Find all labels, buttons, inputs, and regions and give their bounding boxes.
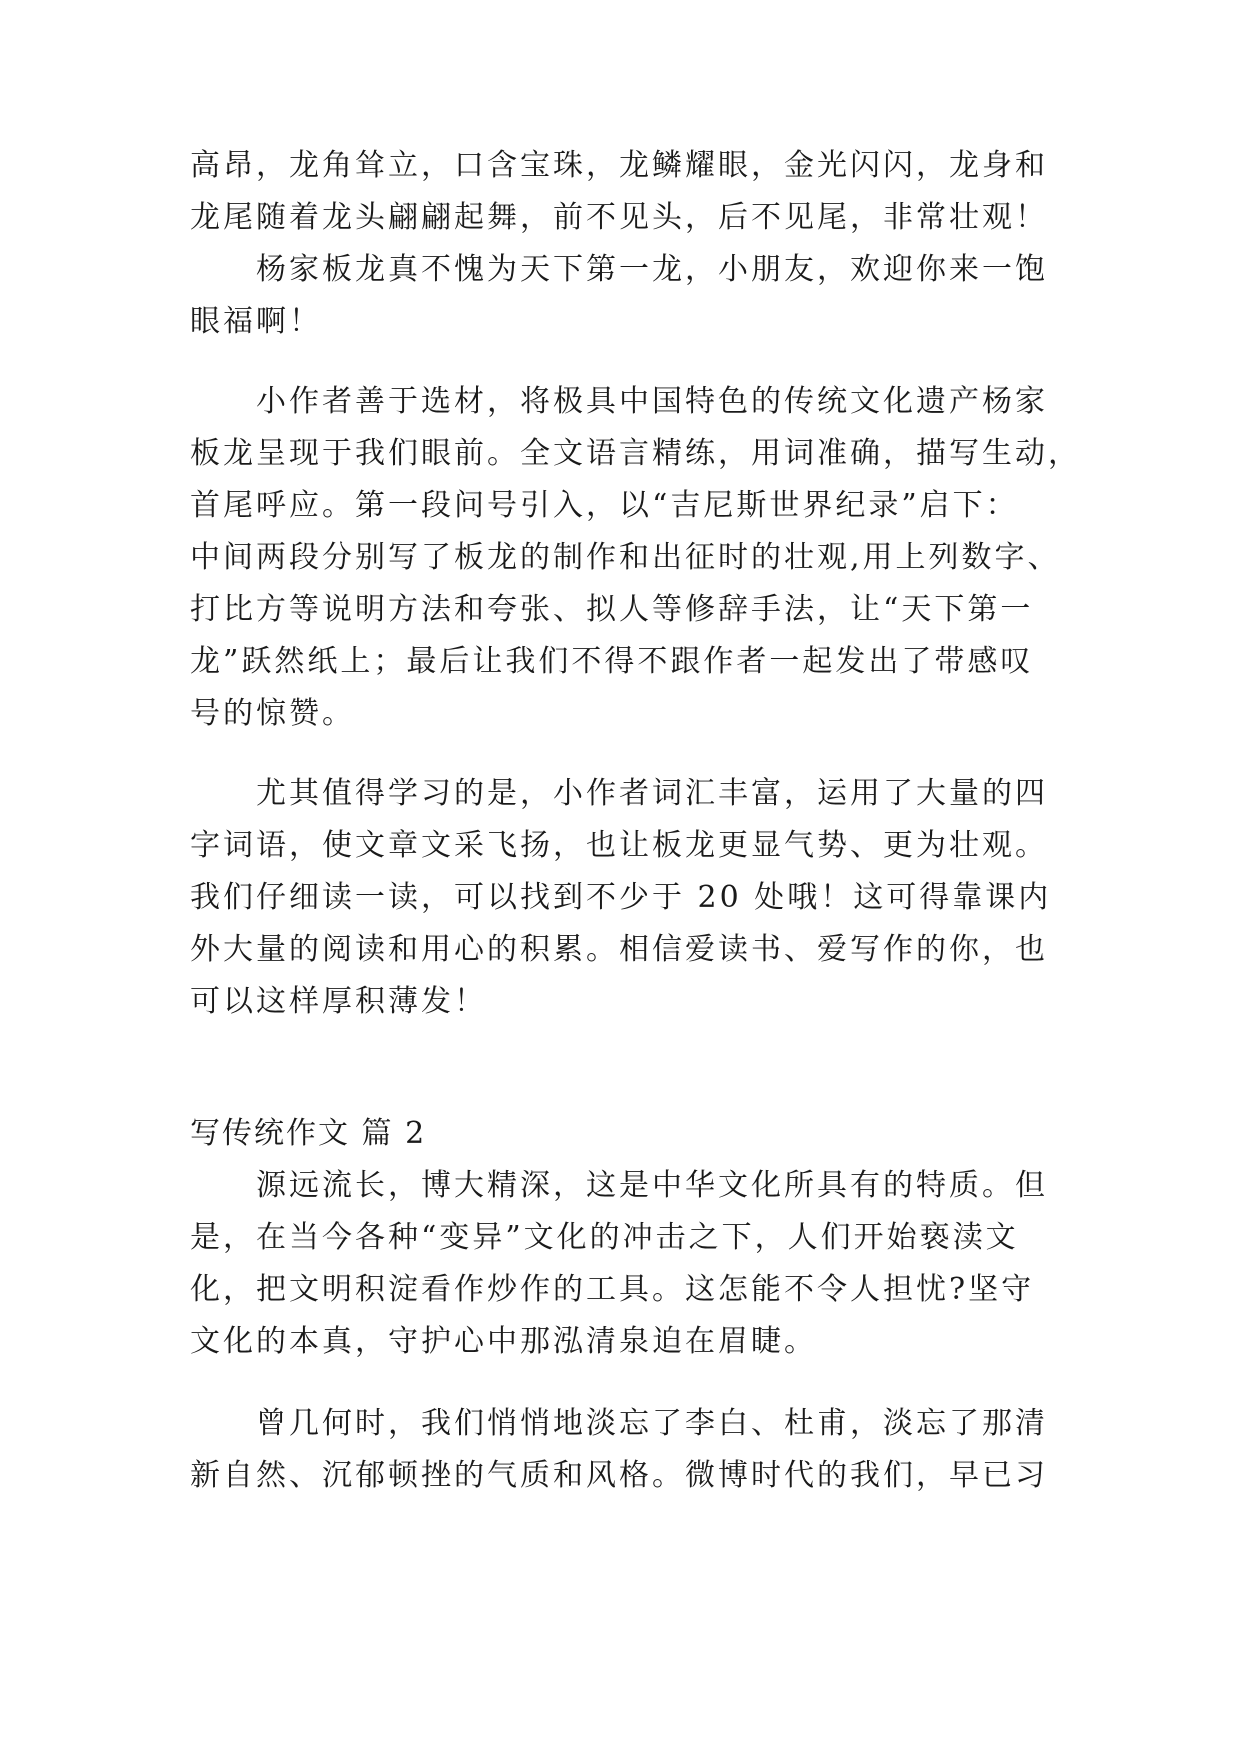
paragraph-first-line: 源远流长，博大精深，这是中华文化所具有的特质。但 — [256, 1168, 1048, 1203]
text-line: 板龙呈现于我们眼前。全文语言精练，用词准确，描写生动， — [190, 436, 1081, 471]
text-line: 新自然、沉郁顿挫的气质和风格。微博时代的我们，早已习 — [190, 1458, 1048, 1493]
paragraph-first-line: 杨家板龙真不愧为天下第一龙，小朋友，欢迎你来一饱 — [256, 252, 1048, 287]
text-line: 我们仔细读一读，可以找到不少于 20 处哦！这可得靠课内 — [190, 880, 1052, 915]
text-line: 字词语，使文章文采飞扬，也让板龙更显气势、更为壮观。 — [190, 828, 1048, 863]
text-line: 化，把文明积淀看作炒作的工具。这怎能不令人担忧?坚守 — [190, 1272, 1035, 1307]
text-line: 首尾呼应。第一段问号引入，以“吉尼斯世界纪录”启下： — [190, 488, 1019, 523]
text-line: 外大量的阅读和用心的积累。相信爱读书、爱写作的你，也 — [190, 932, 1048, 967]
text-line: 号的惊赞。 — [190, 696, 355, 731]
text-line: 文化的本真，守护心中那泓清泉迫在眉睫。 — [190, 1324, 817, 1359]
text-line: 可以这样厚积薄发！ — [190, 984, 487, 1019]
paragraph-first-line: 曾几何时，我们悄悄地淡忘了李白、杜甫，淡忘了那清 — [256, 1406, 1048, 1441]
section-heading: 写传统作文 篇 2 — [190, 1116, 427, 1151]
text-line: 是，在当今各种“变异”文化的冲击之下，人们开始亵渎文 — [190, 1220, 1019, 1255]
text-line: 中间两段分别写了板龙的制作和出征时的壮观,用上列数字、 — [190, 540, 1061, 575]
paragraph-first-line: 尤其值得学习的是，小作者词汇丰富，运用了大量的四 — [256, 776, 1048, 811]
text-line: 眼福啊！ — [190, 304, 322, 339]
paragraph-first-line: 小作者善于选材，将极具中国特色的传统文化遗产杨家 — [256, 384, 1048, 419]
text-line: 高昂，龙角耸立，口含宝珠，龙鳞耀眼，金光闪闪，龙身和 — [190, 148, 1048, 183]
text-line: 龙尾随着龙头翩翩起舞，前不见头，后不见尾，非常壮观！ — [190, 200, 1048, 235]
text-line: 龙”跃然纸上；最后让我们不得不跟作者一起发出了带感叹 — [190, 644, 1034, 679]
text-line: 打比方等说明方法和夸张、拟人等修辞手法，让“天下第一 — [190, 592, 1034, 627]
